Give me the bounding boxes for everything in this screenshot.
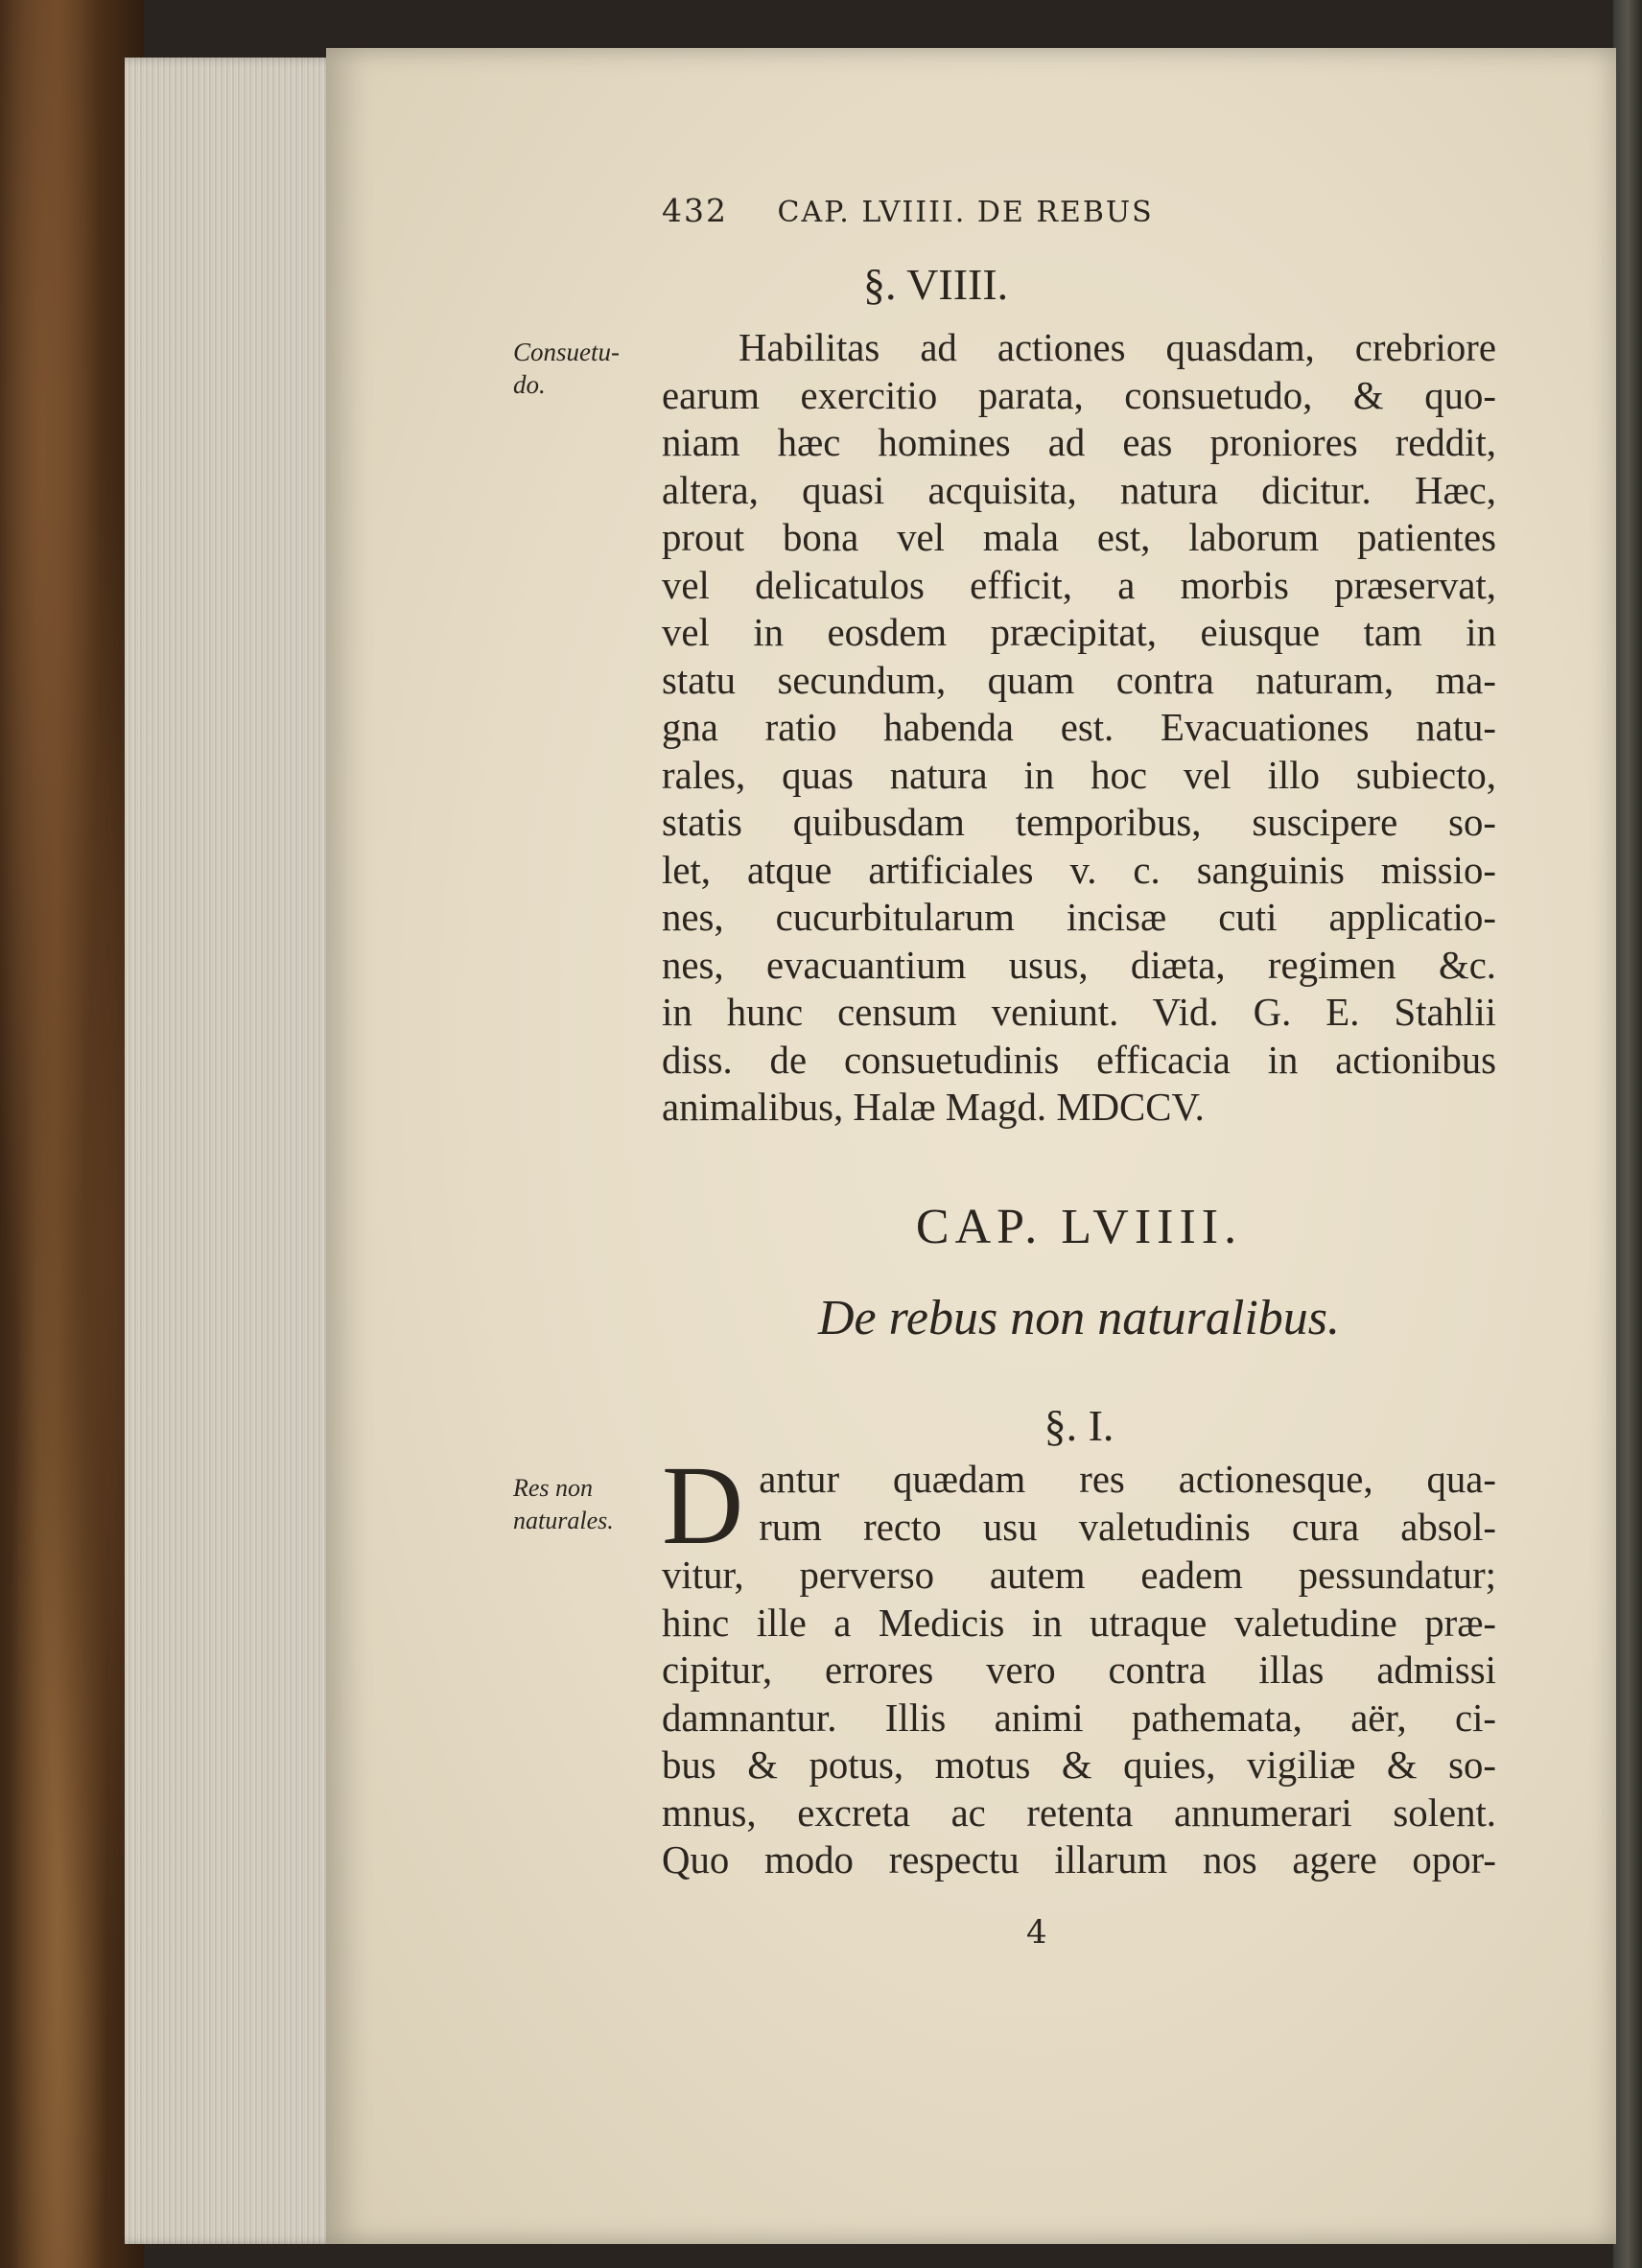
running-title: CAP. LVIIII. DE REBUS [777,196,1154,229]
text-line: Quo modo respectu illarum nos agere opor- [662,1838,1496,1882]
marginal-line: do. [513,370,546,399]
text-line: vel delicatulos efficit, a morbis præservat, [662,563,1496,607]
section-viiii-text [662,324,1496,1132]
text-line: vel in eosdem præcipitat, eiusque tam in [662,611,1496,654]
text-line: animalibus, Halæ Magd. MDCCV. [662,1086,1205,1129]
text-line: bus & potus, motus & quies, vigiliæ & so- [662,1743,1496,1787]
text-line: niam hæc homines ad eas proniores reddit, [662,421,1496,464]
section-heading-i: §. I. [1044,1401,1114,1450]
text-line: earum exercitio parata, consuetudo, & quo- [662,373,1496,417]
chapter-title: CAP. LVIIII. [915,1200,1243,1254]
text-line: Habilitas ad actiones quasdam, crebriore [739,326,1496,369]
page-number: 432 [662,192,728,229]
drop-cap: D [662,1442,744,1568]
text-line: statis quibusdam temporibus, suscipere so- [662,801,1496,844]
marginal-note-consuetudo [513,336,620,401]
right-binding-edge [1613,0,1642,2268]
text-line: in hunc censum veniunt. Vid. G. E. Stahlii [662,991,1496,1034]
text-line: rum recto usu valetudinis cura absol- [759,1505,1496,1549]
chapter-subtitle: De rebus non naturalibus. [817,1291,1341,1345]
book-cover-edge [0,0,144,2268]
text-line: vitur, perverso autem eadem pessundatur; [662,1554,1496,1597]
signature-mark: 4 [1026,1913,1047,1952]
text-line: damnantur. Illis animi pathemata, aër, ci- [662,1695,1496,1740]
text-line: nes, cucurbitularum incisæ cuti applicatio- [662,896,1496,939]
marginal-line: Consuetu- [513,338,620,366]
text-line: rales, quas natura in hoc vel illo subiecto, [662,753,1496,797]
text-line: prout bona vel mala est, laborum patientes [662,516,1496,559]
text-line: let, atque artificiales v. c. sanguinis missio- [662,848,1496,892]
section-i-text [662,1442,1496,1884]
marginal-note-res-non-naturales [513,1472,614,1537]
text-line: hinc ille a Medicis in utraque valetudine præ- [662,1601,1496,1645]
section-heading-viiii: §. VIIII. [863,260,1009,309]
text-line: cipitur, errores vero contra illas admissi [662,1648,1496,1692]
page-stack-edges [125,58,345,2244]
text-line: statu secundum, quam contra naturam, ma- [662,658,1496,702]
running-head [662,192,1621,229]
marginal-line: naturales. [513,1507,614,1534]
text-line: nes, evacuantium usus, diæta, regimen &c. [662,943,1496,987]
marginal-line: Res non [513,1474,594,1502]
text-line: diss. de consuetudinis efficacia in actionibus [662,1038,1496,1082]
text-line: gna ratio habenda est. Evacuationes natu- [662,706,1496,749]
text-line: altera, quasi acquisita, natura dicitur. Hæc, [662,468,1496,512]
text-line: mnus, excreta ac retenta annumerari solent. [662,1790,1496,1835]
text-line: antur quædam res actionesque, qua- [759,1458,1496,1501]
